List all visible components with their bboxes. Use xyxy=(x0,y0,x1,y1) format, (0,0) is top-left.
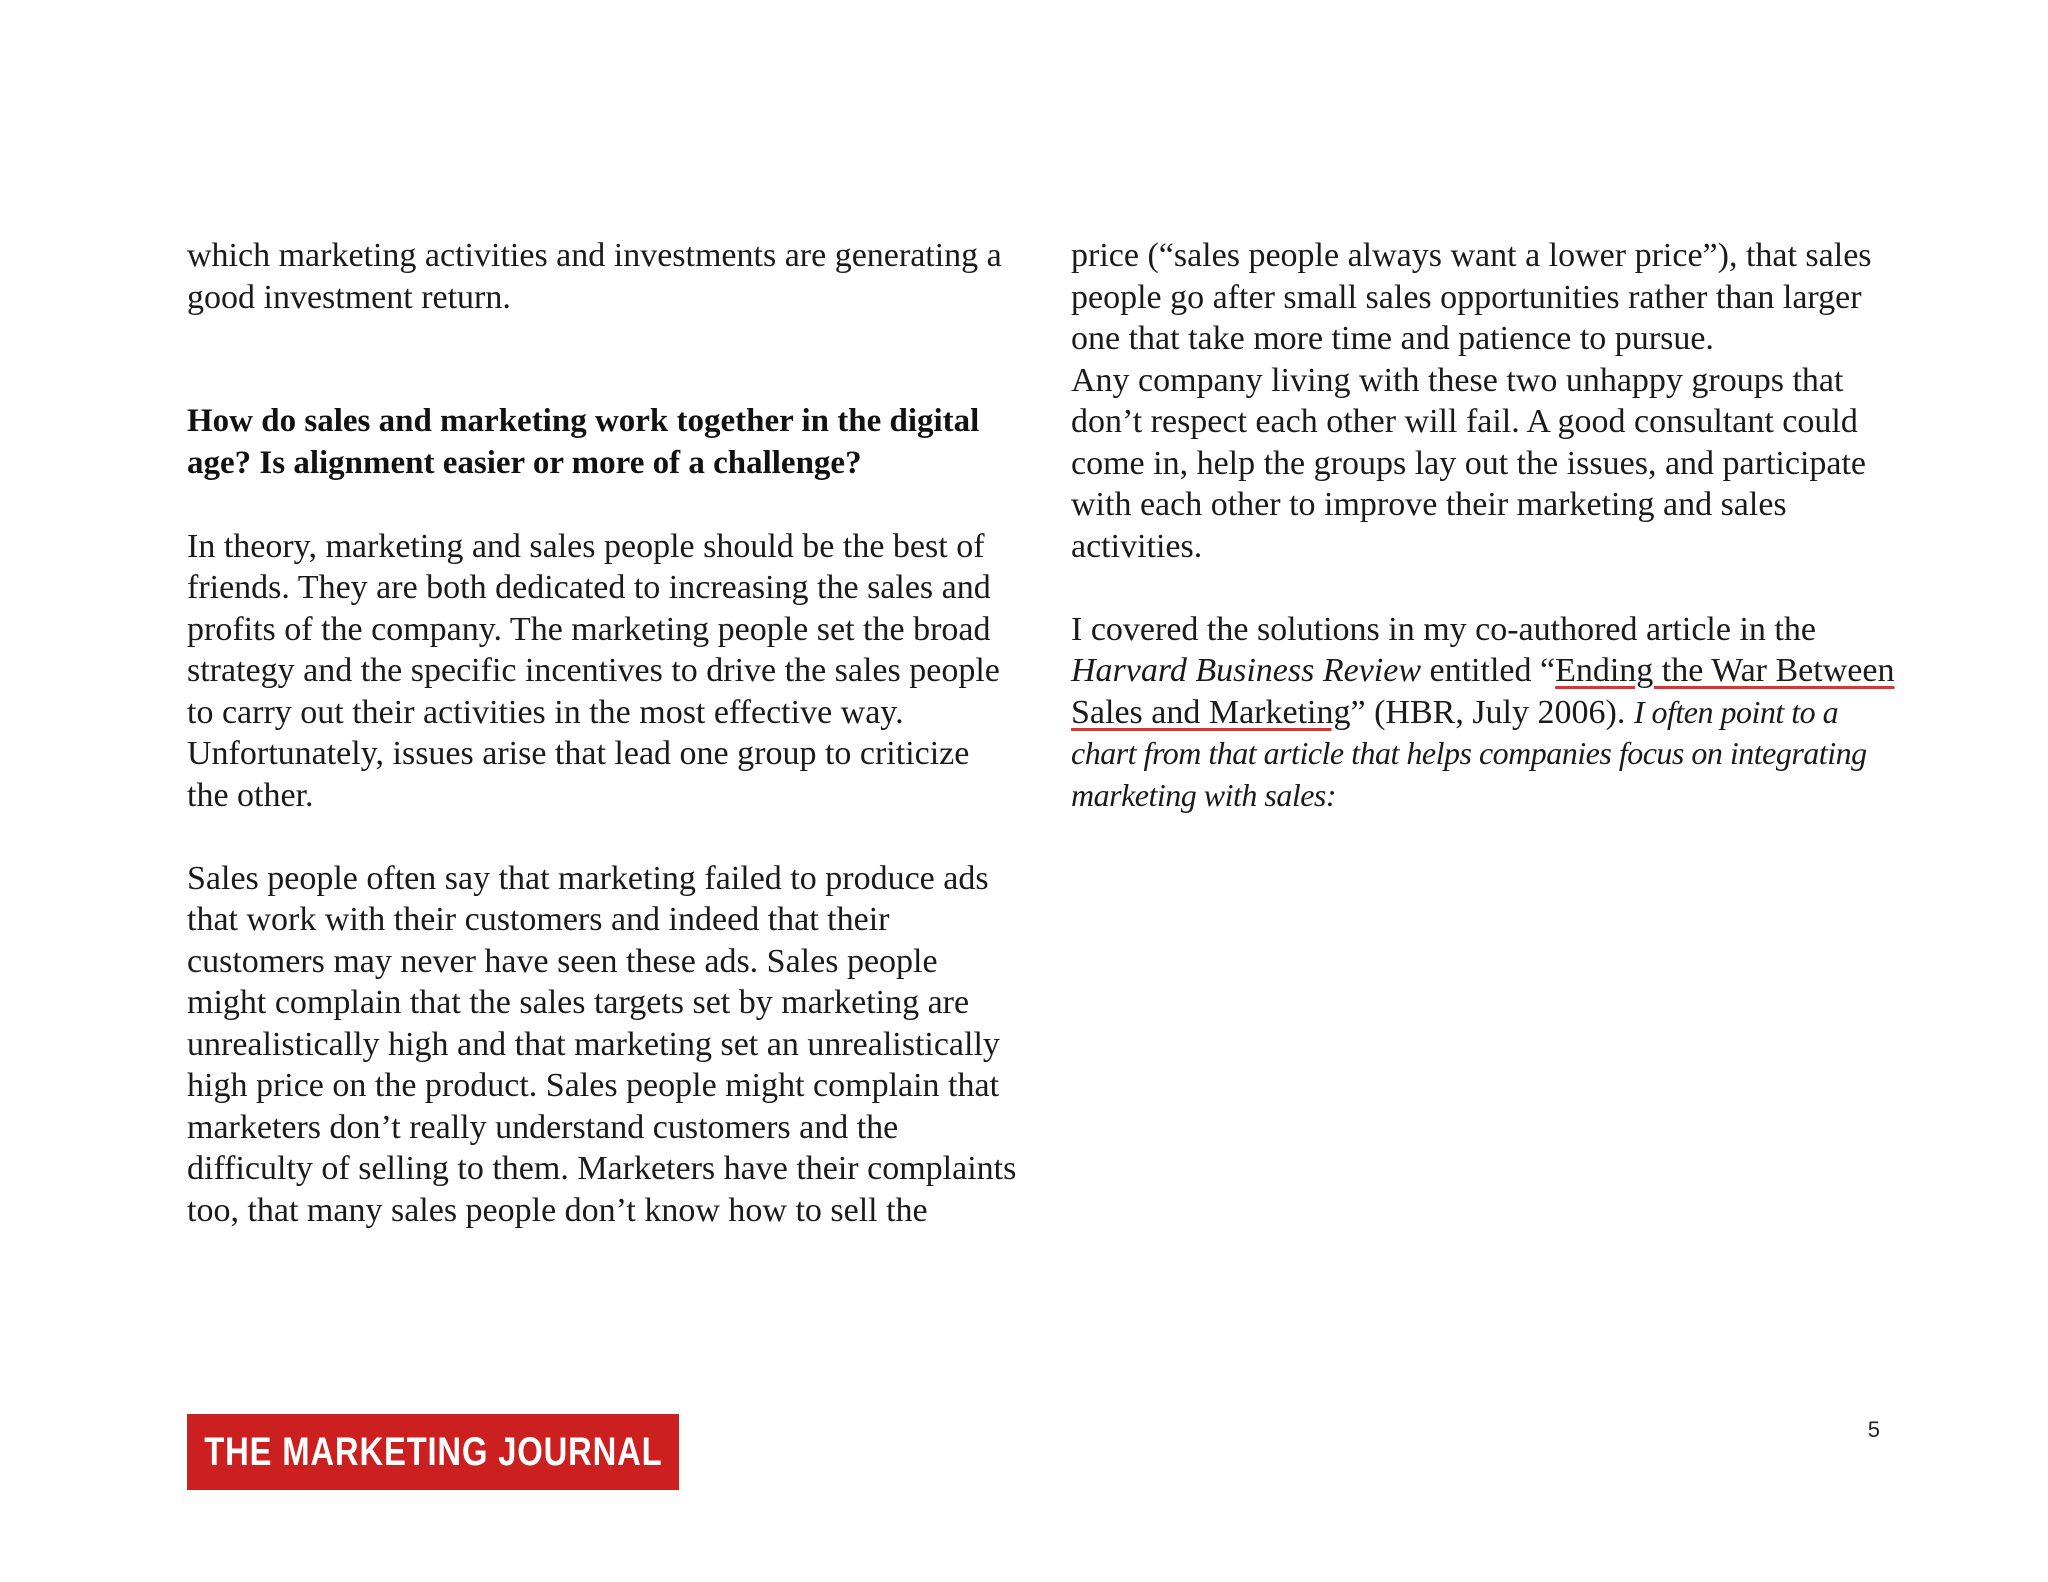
intro-paragraph: which marketing activities and investments are generating a good investment return. xyxy=(187,237,1002,316)
marketing-journal-logo xyxy=(187,1414,679,1490)
solutions-text-mid: entitled “ xyxy=(1421,652,1556,689)
spacer xyxy=(187,816,1017,858)
spacer xyxy=(1071,567,1901,609)
solutions-text-start: I covered the solutions in my co-authored article in the xyxy=(1071,610,1816,648)
solutions-text-end: ” (HBR, July 2006). xyxy=(1350,693,1634,731)
spacer xyxy=(187,484,1017,526)
chart-note: I often point to a chart from that article that helps companies focus on integrating marketing with sales: xyxy=(1071,693,1867,813)
article-title-link[interactable]: Ending the War Between Sales and Marketing xyxy=(1071,652,1895,731)
paragraph-theory: In theory, marketing and sales people should be the best of friends. They are both dedicated to increasing the sales and profits of the company. The marketing people set the broad strategy and the specific incentives to drive the sales people to carry out their activities in the most effective way. Unfortunately, issues arise that lead one group to criticize the other. xyxy=(187,527,1000,814)
journal-name: Harvard Business Review xyxy=(1071,652,1422,689)
left-column xyxy=(187,235,1017,1231)
logo-text: THE MARKETING JOURNAL xyxy=(203,1429,663,1474)
paragraph-solutions xyxy=(1071,609,1901,817)
page-number: 5 xyxy=(1867,1417,1880,1442)
spacer xyxy=(187,318,1017,401)
continuation-paragraph: price (“sales people always want a lower price”), that sales people go after small sales opportunities rather than larger one that take more time and patience to pursue. xyxy=(1071,237,1872,357)
right-column xyxy=(1071,235,1901,816)
section-heading: How do sales and marketing work together in the digital age? Is alignment easier or more of a challenge? xyxy=(187,403,980,481)
paragraph-unhappy-groups: Any company living with these two unhappy groups that don’t respect each other will fail. A good consultant could come in, help the groups lay out the issues, and participate with each other to improve their marketing and sales activities. xyxy=(1071,361,1867,565)
paragraph-sales-complaints: Sales people often say that marketing failed to produce ads that work with their customers and indeed that their customers may never have seen these ads. Sales people might complain that the sales targets set by marketing are unrealistically high and that marketing set an unrealistically high price on the product. Sales people might complain that marketers don’t really understand customers and the difficulty of selling to them. Marketers have their complaints too, that many sales people don’t know how to sell the xyxy=(187,859,1017,1229)
